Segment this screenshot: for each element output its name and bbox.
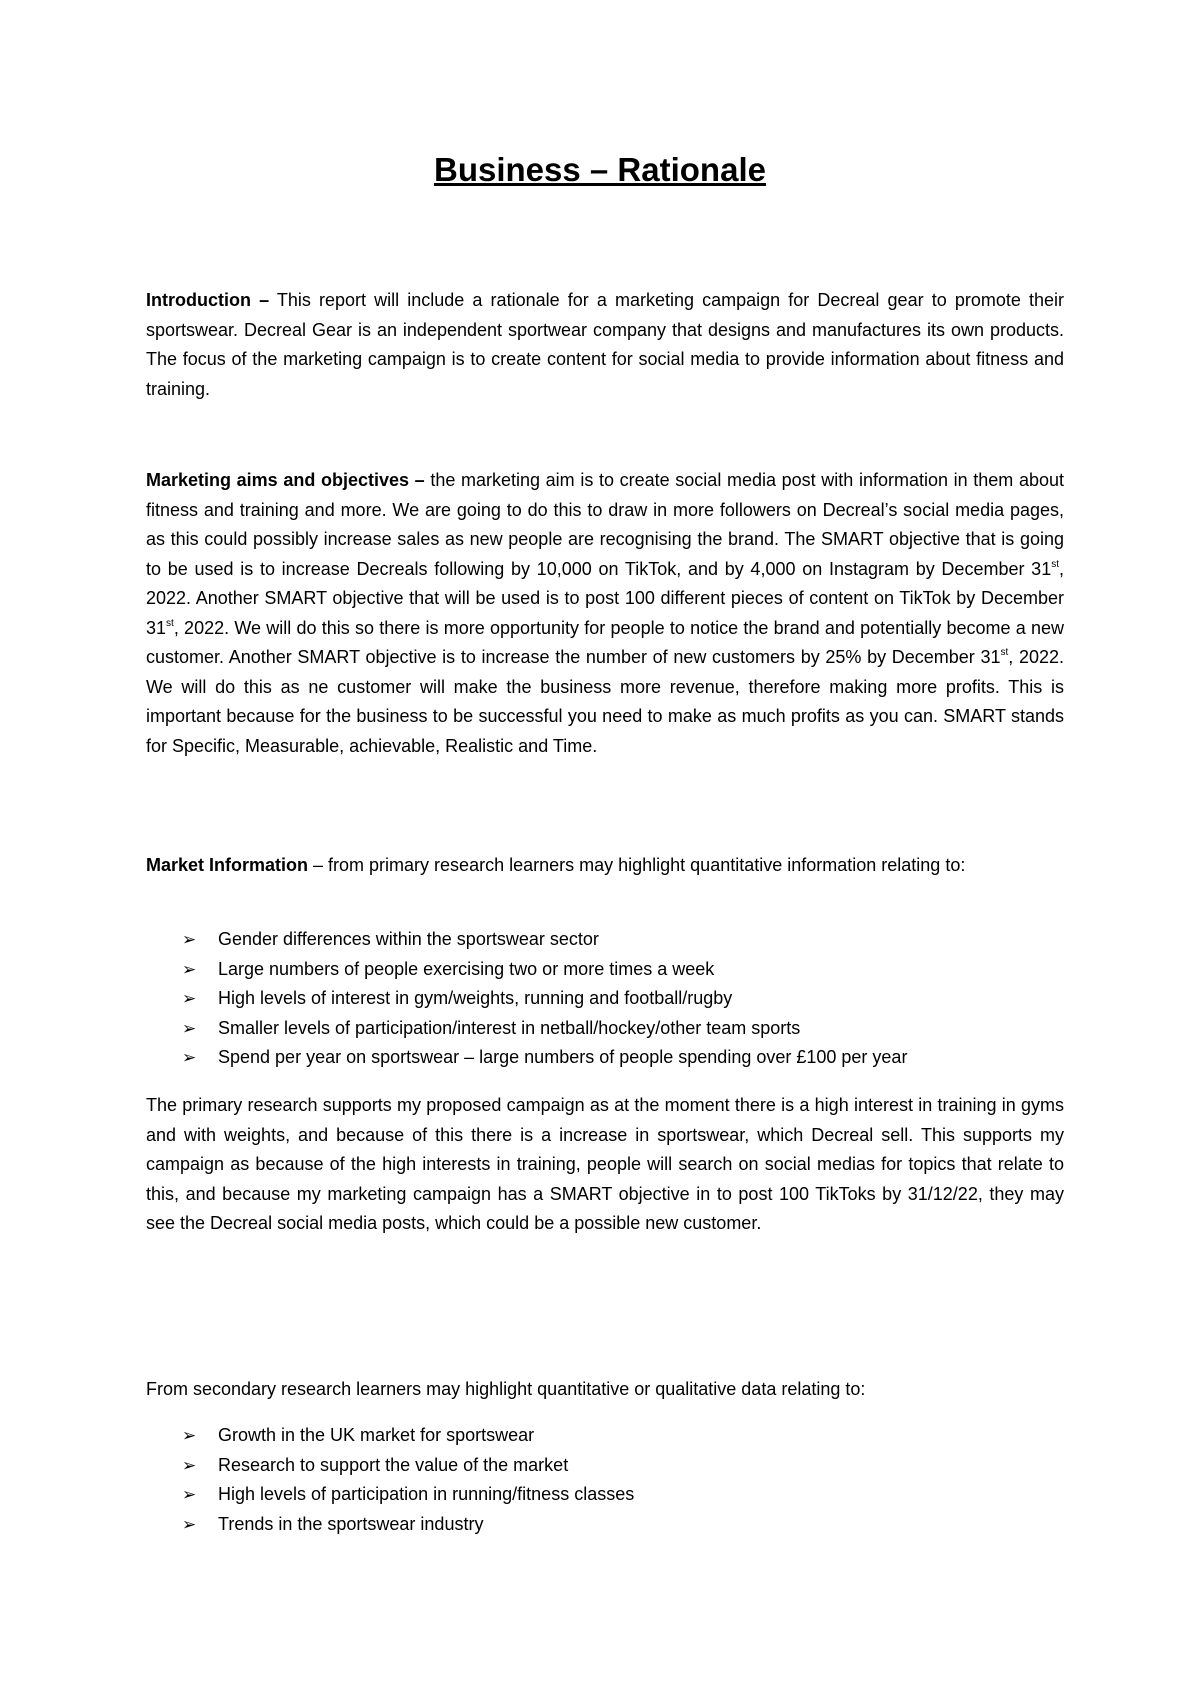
marketing-text-1: the marketing aim is to create social media post with information in them about fitness and training and more. We are going to do this to draw in more followers on Decreal’s social media pages, as this could possibly increase sales as new people are recognising the brand. The SMART objective that is going to be used is to increase Decreals following by 10,000 on TikTok, and by 4,000 on Instagram by December 31 <box>146 470 1064 579</box>
arrowhead-bullet-icon: ➢ <box>182 1514 197 1534</box>
primary-research-list <box>180 925 1060 1073</box>
ordinal-suffix: st <box>166 617 174 629</box>
list-item: ➢ Research to support the value of the market <box>180 1451 1060 1481</box>
list-item: ➢ Trends in the sportswear industry <box>180 1510 1060 1540</box>
introduction-paragraph <box>146 286 1064 404</box>
marketing-text-2: , 2022. Another SMART objective that will be used is to post 100 different pieces of content on TikTok by December 31 <box>146 558 1064 638</box>
introduction-heading: Introduction – <box>146 290 270 310</box>
arrowhead-bullet-icon: ➢ <box>182 1018 197 1038</box>
list-item: ➢ Smaller levels of participation/interest in netball/hockey/other team sports <box>180 1014 1060 1044</box>
market-info-paragraph <box>146 851 1064 881</box>
arrowhead-bullet-icon: ➢ <box>182 1455 197 1475</box>
marketing-paragraph <box>146 466 1064 761</box>
arrowhead-bullet-icon: ➢ <box>182 1048 197 1067</box>
marketing-text-4: , 2022. We will do this as ne customer will make the business more revenue, therefore making more profits. This is important because for the business to be successful you need to make as much profits as you can. SMART stands for Specific, Measurable, achievable, Realistic and Time. <box>146 647 1064 756</box>
list-item: ➢ High levels of participation in running/fitness classes <box>180 1480 1060 1510</box>
list-item: ➢ High levels of interest in gym/weights, running and football/rugby <box>180 984 1060 1014</box>
market-info-text: – from primary research learners may highlight quantitative information relating to: <box>308 855 966 875</box>
marketing-text-3: , 2022. We will do this so there is more opportunity for people to notice the brand and potentially become a new customer. Another SMART objective is to increase the number of new customers by 25% by December 31 <box>146 617 1064 667</box>
list-item: ➢ Gender differences within the sportswear sector <box>180 925 1060 955</box>
arrowhead-bullet-icon: ➢ <box>182 1426 197 1445</box>
list-item: ➢ Spend per year on sportswear – large numbers of people spending over £100 per year <box>180 1043 1060 1073</box>
arrowhead-bullet-icon: ➢ <box>182 959 197 979</box>
list-item: ➢ Growth in the UK market for sportswear <box>180 1421 1060 1451</box>
arrowhead-bullet-icon: ➢ <box>182 989 197 1008</box>
secondary-research-list <box>180 1421 1060 1539</box>
primary-research-analysis: The primary research supports my proposed campaign as at the moment there is a high interest in training in gyms and with weights, and because of this there is a increase in sportswear, which Decreal sell. This supports my campaign as because of the high interests in training, people will search on social medias for topics that relate to this, and because my marketing campaign has a SMART objective in to post 100 TikToks by 31/12/22, they may see the Decreal social media posts, which could be a possible new customer. <box>146 1095 1064 1233</box>
secondary-research-intro: From secondary research learners may highlight quantitative or qualitative data relating to: <box>146 1379 866 1399</box>
ordinal-suffix: st <box>1000 647 1009 658</box>
ordinal-suffix: st <box>1051 558 1059 570</box>
arrowhead-bullet-icon: ➢ <box>182 1485 197 1504</box>
market-info-heading: Market Information <box>146 855 309 875</box>
list-item: ➢ Large numbers of people exercising two or more times a week <box>180 955 1060 985</box>
marketing-heading: Marketing aims and objectives – <box>146 470 425 490</box>
introduction-text: This report will include a rationale for a marketing campaign for Decreal gear to promote their sportswear. Decreal Gear is an independent sportwear company that designs and manufactures its own products. The focus of the marketing campaign is to create content for social media to provide information about fitness and training. <box>146 290 1064 399</box>
page-title: Business – Rationale <box>434 151 766 188</box>
arrowhead-bullet-icon: ➢ <box>182 930 197 949</box>
